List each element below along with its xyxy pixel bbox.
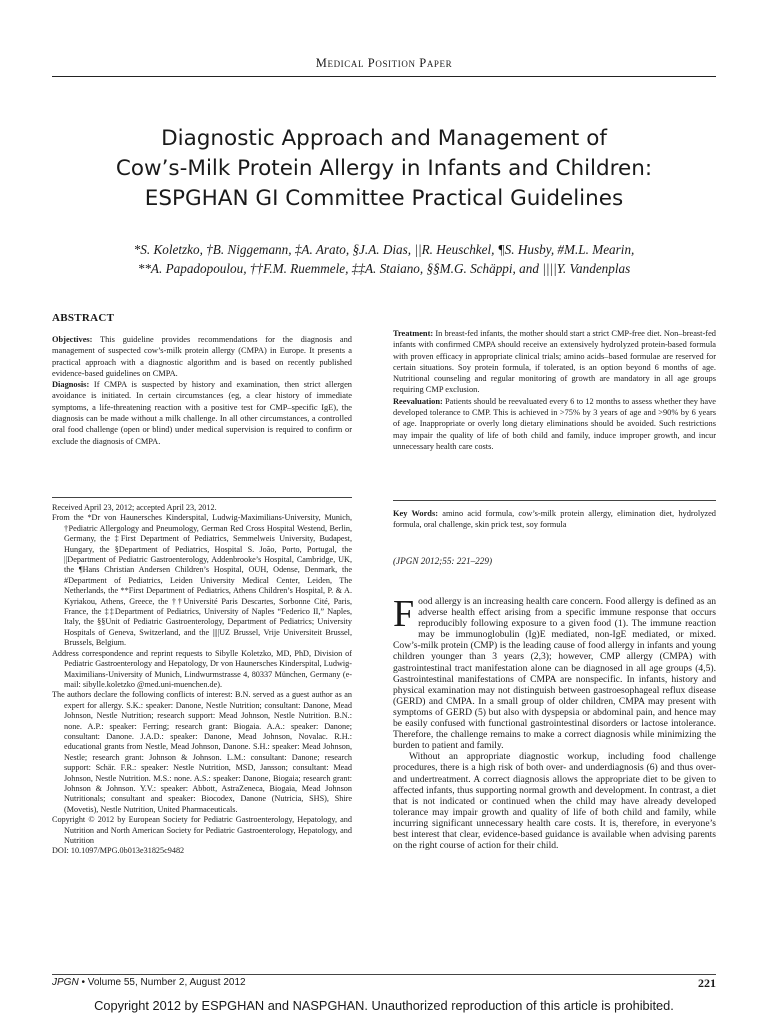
- journal-citation: (JPGN 2012;55: 221–229): [393, 556, 493, 566]
- abstract-divider-left: [52, 497, 352, 498]
- footnote-affiliations: From the *Dr von Haunersches Kinderspital, Ludwig-Maximilians-University, Munich, †Pediatric Allergology and Pneumology, German Red Cross Hospital Westend, Berlin, Germany, the ‡First Department of Pediatrics, Semmelweis University, Budapest, Hungary, the §Department of Pediatrics, Hospital S. João, Porto, Portugal, the ||Department of Pediatric Gastroenterology, Addenbrooke’s Hospital, Cambridge, UK, the ¶Hans Christian Andersen Children’s Hospital, OUH, Odense, Denmark, the #Department of Pediatrics, Leiden University Medical Center, Leiden, The Netherlands, the **First Department of Pediatrics, Athens Children’s Hospital, P. & A. Kyriakou, Athens, Greece, the ††Université Paris Descartes, Sorbonne Cité, Paris, France, the ‡‡Department of Pediatrics, University of Naples “Federico II,” Naples, Italy, the §§Unit of Pediatric Gastroenterology, Department of Pediatrics; University Hospitals of Geneva, Switzerland, and the ||||UZ Brussel, Vrije Universiteit Brussel, Brussels, Belgium.: [52, 513, 352, 648]
- reevaluation-label: Reevaluation:: [393, 396, 443, 406]
- diagnosis-label: Diagnosis:: [52, 380, 90, 390]
- abstract-right-column: [393, 328, 716, 452]
- drop-cap: F: [393, 593, 415, 635]
- treatment-label: Treatment:: [393, 329, 434, 338]
- journal-name: JPGN: [52, 977, 79, 988]
- keywords: [393, 508, 716, 531]
- abstract-reevaluation: [393, 396, 716, 452]
- reevaluation-text: Patients should be reevaluated every 6 to 12 months to assess whether they have developed tolerance to CMP. This is achieved in >75% by 3 years of age and >90% by 6 years of age. Inappropriate or overly long dietary eliminations should be avoided. Such restrictions may impair the quality of life of both child and family, induce improper growth, and incur unnecessary health care costs.: [393, 396, 716, 451]
- footnotes: [52, 503, 352, 857]
- page-number: 221: [698, 976, 716, 990]
- diagnosis-text: If CMPA is suspected by history and examination, then strict allergen avoidance is initiated. In certain circumstances (eg, a clear history of immediate symptoms, a life-threatening reaction with a positive test for CMP–specific IgE), the diagnosis can be made without a milk challenge. In all other circumstances, a controlled oral food challenge (open or blind) under medical supervision is required to confirm or exclude the diagnosis of CMPA.: [52, 380, 352, 446]
- title-line-1: Diagnostic Approach and Management of: [161, 126, 607, 151]
- abstract-diagnosis: [52, 379, 352, 447]
- section-label: Medical Position Paper: [315, 56, 453, 70]
- author-list: [40, 240, 728, 278]
- objectives-text: This guideline provides recommendations for the diagnosis and management of suspected cow’s-milk protein allergy (CMPA) in Europe. It presents a practical approach with a diagnostic algorithm and is based on recently published evidence-based guidelines on CMPA.: [52, 335, 352, 378]
- abstract-objectives: [52, 334, 352, 379]
- title-line-3: ESPGHAN GI Committee Practical Guidelines: [144, 186, 624, 211]
- footnote-doi[interactable]: DOI: 10.1097/MPG.0b013e31825c9482: [52, 846, 185, 856]
- article-title: [40, 124, 728, 214]
- title-line-2: Cow’s-Milk Protein Allergy in Infants and Children:: [115, 156, 653, 181]
- objectives-label: Objectives:: [52, 335, 93, 344]
- copyright-notice: Copyright 2012 by ESPGHAN and NASPGHAN. Unauthorized reproduction of this article is prohibited.: [94, 998, 674, 1013]
- keywords-text: amino acid formula, cow’s-milk protein allergy, elimination diet, hydrolyzed formula, oral challenge, skin prick test, soy formula: [393, 509, 716, 530]
- journal-issue: • Volume 55, Number 2, August 2012: [78, 977, 246, 988]
- abstract-left-column: [52, 334, 352, 447]
- footnote-address: Address correspondence and reprint requests to Sibylle Koletzko, MD, PhD, Division of Pediatric Gastroenterology and Hepatology, Dr von Haunersches Kinderspital, Ludwig-Maximilians-University of Munich, Lindwurmstrasse 4, 80337 München, Germany (e-mail: sibylle.koletzko @med.uni-muenchen.de).: [52, 648, 352, 689]
- header-divider: [52, 76, 716, 77]
- abstract-divider-right: [393, 500, 716, 501]
- body-paragraph-1: [393, 593, 716, 752]
- keywords-paragraph: [393, 508, 716, 531]
- authors-line-1: *S. Koletzko, †B. Niggemann, ‡A. Arato, §J.A. Dias, ||R. Heuschkel, ¶S. Husby, #M.L. Mearin,: [133, 242, 635, 257]
- paragraph-1-text: ood allergy is an increasing health care concern. Food allergy is defined as an adverse health effect arising from a specific immune response that occurs reproducibly following exposure to a given food (1). The immune reaction may be immunoglobulin (Ig)E mediated, non-IgE mediated, or mixed. Cow’s-milk protein (CMP) is the leading cause of food allergy in infants and young children younger than 3 years (2,3); however, CMP allergy (CMPA) with gastrointestinal tract manifestation alone can be diagnosed in all age groups (4,5). Gastrointestinal manifestations of CMPA are nonspecific. In infants, history and physical examination may not distinguish between gastroesophageal reflux disease (GERD) and CMPA. In a small group of older children, CMPA may present with symptoms of GERD (5) but also with dyspepsia or abdominal pain, and hence may be easily confused with functional gastrointestinal disorders or lactose intolerance. Therefore, the challenge remains to make a correct diagnosis while minimizing the burden to patient and family.: [393, 596, 716, 752]
- authors-line-2: **A. Papadopoulou, ††F.M. Ruemmele, ‡‡A. Staiano, §§M.G. Schäppi, and ||||Y. Vandenplas: [137, 261, 631, 276]
- footnote-conflicts: The authors declare the following conflicts of interest: B.N. served as a guest author as an expert for allergy. S.K.: speaker: Danone, Nestle Nutrition; consultant: Danone, Mead Johnson, Nestle Nutrition; research support: Mead Johnson, Nestle Nutrition. B.N.: none. A.P.: speaker: Ferring; research grant: Biogaia. A.A.: speaker: Danone; consultant: Danone. J.A.D.: speaker: Danone, Mead Johnson, Novalac. R.H.: educational grants from Nestle, Mead Johnson, Danone. S.H.: speaker: Mead Johnson, Nestle; research grant: Johnson & Johnson. L.M.: consultant: Danone; research support: Schär. F.R.: speaker: Nestle Nutrition, MSD, Jansson; consultant: Mead Johnson, Nestle Nutrition. M.S.: none. A.S.: speaker: Danone, Biogaia; research grant: Johnson & Johnson. Y.V.: speaker: Abbott, AstraZeneca, Biogaia, Mead Johnson Nutritionals; consultant and speaker: Biocodex, Danone (Nutricia, SHS), Shire (Movetis), Nestle Nutrition, United Pharmaceuticals.: [52, 690, 352, 814]
- abstract-heading: ABSTRACT: [52, 312, 115, 324]
- body-text: [393, 593, 716, 852]
- footnote-copyright: Copyright © 2012 by European Society for Pediatric Gastroenterology, Hepatology, and Nutrition and North American Society for Pediatric Gastroenterology, Hepatology, and Nutrition: [52, 815, 352, 845]
- abstract-treatment: [393, 328, 716, 396]
- journal-footer: [52, 977, 246, 988]
- treatment-text: In breast-fed infants, the mother should start a strict CMP-free diet. Non–breast-fed infants with confirmed CMPA should receive an extensively hydrolyzed protein-based formula with proven efficacy in appropriate clinical trials; amino acids–based formulae are reserved for certain situations. Soy protein formula, if tolerated, is an option beyond 6 months of age. Nutritional counseling and regular monitoring of growth are mandatory in all age groups requiring CMP exclusion.: [393, 329, 716, 395]
- footer-divider: [52, 974, 716, 975]
- body-paragraph-2: Without an appropriate diagnostic workup, including food challenge procedures, there is a high risk of both over- and underdiagnosis (6) and thus over- and undertreatment. A correct diagnosis allows the appropriate diet to be given to affected infants, thus supporting normal growth and development. In contrast, a diet that is not indicated or continued when the child may have already developed tolerance may impair growth and quality of life of both child and family, while incurring significant unnecessary health care costs. It is, therefore, in everyone’s best interest that clear, evidence-based guidance is available when advising parents on the right course of action for their child.: [393, 751, 716, 852]
- keywords-label: Key Words:: [393, 509, 439, 518]
- footnote-received: Received April 23, 2012; accepted April 23, 2012.: [52, 503, 217, 512]
